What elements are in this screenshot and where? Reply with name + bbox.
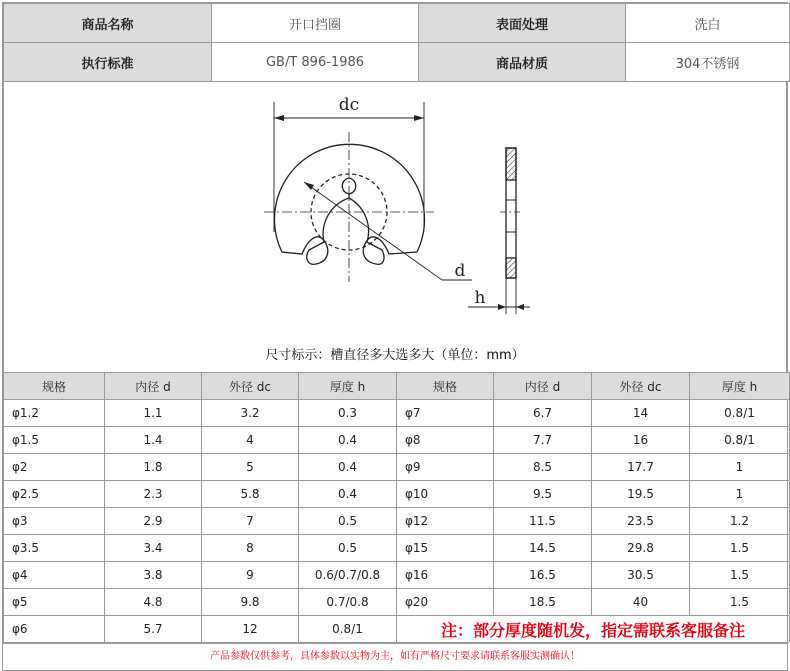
outer-dc-cell: 23.5 — [592, 508, 690, 535]
thickness-cell: 1.2 — [690, 508, 790, 535]
front-view — [264, 102, 472, 282]
outer-dc-cell: 12 — [202, 616, 299, 643]
inner-d-cell: 3.4 — [105, 535, 202, 562]
disclaimer: 产品参数仅供参考，具体参数以实物为主，如有严格尺寸要求请联系客服实测确认！ — [3, 643, 787, 670]
outer-dc-cell: 30.5 — [592, 562, 690, 589]
thickness-cell: 1.5 — [690, 562, 790, 589]
size-cell: φ2.5 — [4, 481, 105, 508]
thickness-cell: 0.4 — [299, 454, 397, 481]
material-value: 304不锈钢 — [626, 43, 790, 82]
header-inner-d: 内径 d — [494, 373, 592, 400]
outer-dc-cell: 16 — [592, 427, 690, 454]
thickness-cell: 0.4 — [299, 481, 397, 508]
thickness-cell: 0.8/1 — [299, 616, 397, 643]
table-row — [4, 616, 790, 643]
outer-dc-cell: 8 — [202, 535, 299, 562]
outer-dc-cell: 5 — [202, 454, 299, 481]
table-row — [4, 535, 790, 562]
inner-d-cell: 5.7 — [105, 616, 202, 643]
info-row-1 — [4, 4, 790, 43]
size-cell: φ2 — [4, 454, 105, 481]
product-name-value: 开口挡圈 — [212, 4, 419, 43]
dc-label: dc — [338, 95, 360, 115]
standard-label: 执行标准 — [4, 43, 212, 82]
h-label: h — [474, 288, 486, 308]
header-thickness: 厚度 h — [299, 373, 397, 400]
inner-d-cell: 2.9 — [105, 508, 202, 535]
inner-d-cell: 8.5 — [494, 454, 592, 481]
info-row-2 — [4, 43, 790, 82]
surface-value: 洗白 — [626, 4, 790, 43]
outer-dc-cell: 14 — [592, 400, 690, 427]
inner-d-cell: 2.3 — [105, 481, 202, 508]
drawing-area — [3, 82, 787, 372]
spec-table — [3, 372, 790, 643]
thickness-cell: 1 — [690, 481, 790, 508]
inner-d-cell: 1.8 — [105, 454, 202, 481]
spec-sheet — [2, 2, 788, 671]
outer-dc-cell: 5.8 — [202, 481, 299, 508]
spec-header-row — [4, 373, 790, 400]
size-cell: φ12 — [397, 508, 494, 535]
table-row — [4, 454, 790, 481]
size-cell: φ4 — [4, 562, 105, 589]
thickness-cell: 0.3 — [299, 400, 397, 427]
thickness-cell: 0.6/0.7/0.8 — [299, 562, 397, 589]
outer-dc-cell: 40 — [592, 589, 690, 616]
inner-d-cell: 6.7 — [494, 400, 592, 427]
d-label: d — [454, 261, 466, 281]
size-cell: φ16 — [397, 562, 494, 589]
thickness-cell: 1 — [690, 454, 790, 481]
e-ring-drawing — [4, 82, 788, 372]
size-cell: φ6 — [4, 616, 105, 643]
product-name-label: 商品名称 — [4, 4, 212, 43]
figure-caption: 尺寸标示：槽直径多大选多大（单位：mm） — [265, 348, 525, 363]
surface-label: 表面处理 — [419, 4, 626, 43]
header-size: 规格 — [4, 373, 105, 400]
inner-d-cell: 11.5 — [494, 508, 592, 535]
thickness-note: 注：部分厚度随机发，指定需联系客服备注 — [397, 616, 790, 643]
table-row — [4, 427, 790, 454]
outer-dc-cell: 9.8 — [202, 589, 299, 616]
outer-dc-cell: 29.8 — [592, 535, 690, 562]
inner-d-cell: 4.8 — [105, 589, 202, 616]
size-cell: φ15 — [397, 535, 494, 562]
outer-dc-cell: 7 — [202, 508, 299, 535]
outer-dc-cell: 17.7 — [592, 454, 690, 481]
thickness-cell: 1.5 — [690, 535, 790, 562]
material-label: 商品材质 — [419, 43, 626, 82]
outer-dc-cell: 3.2 — [202, 400, 299, 427]
table-row — [4, 589, 790, 616]
inner-d-cell: 3.8 — [105, 562, 202, 589]
thickness-cell: 0.7/0.8 — [299, 589, 397, 616]
table-row — [4, 481, 790, 508]
thickness-cell: 1.5 — [690, 589, 790, 616]
size-cell: φ9 — [397, 454, 494, 481]
size-cell: φ1.5 — [4, 427, 105, 454]
header-outer-dc: 外径 dc — [202, 373, 299, 400]
standard-value: GB/T 896-1986 — [212, 43, 419, 82]
thickness-cell: 0.8/1 — [690, 427, 790, 454]
size-cell: φ8 — [397, 427, 494, 454]
thickness-cell: 0.5 — [299, 535, 397, 562]
size-cell: φ3 — [4, 508, 105, 535]
inner-d-cell: 14.5 — [494, 535, 592, 562]
thickness-cell: 0.4 — [299, 427, 397, 454]
thickness-cell: 0.8/1 — [690, 400, 790, 427]
table-row — [4, 562, 790, 589]
outer-dc-cell: 9 — [202, 562, 299, 589]
header-size: 规格 — [397, 373, 494, 400]
inner-d-cell: 7.7 — [494, 427, 592, 454]
header-thickness: 厚度 h — [690, 373, 790, 400]
size-cell: φ10 — [397, 481, 494, 508]
outer-dc-cell: 19.5 — [592, 481, 690, 508]
inner-d-cell: 16.5 — [494, 562, 592, 589]
inner-d-cell: 1.1 — [105, 400, 202, 427]
inner-d-cell: 1.4 — [105, 427, 202, 454]
inner-d-cell: 18.5 — [494, 589, 592, 616]
size-cell: φ5 — [4, 589, 105, 616]
info-table — [3, 3, 790, 82]
size-cell: φ20 — [397, 589, 494, 616]
thickness-cell: 0.5 — [299, 508, 397, 535]
table-row — [4, 508, 790, 535]
size-cell: φ1.2 — [4, 400, 105, 427]
size-cell: φ7 — [397, 400, 494, 427]
table-row — [4, 400, 790, 427]
header-outer-dc: 外径 dc — [592, 373, 690, 400]
inner-d-cell: 9.5 — [494, 481, 592, 508]
size-cell: φ3.5 — [4, 535, 105, 562]
header-inner-d: 内径 d — [105, 373, 202, 400]
outer-dc-cell: 4 — [202, 427, 299, 454]
